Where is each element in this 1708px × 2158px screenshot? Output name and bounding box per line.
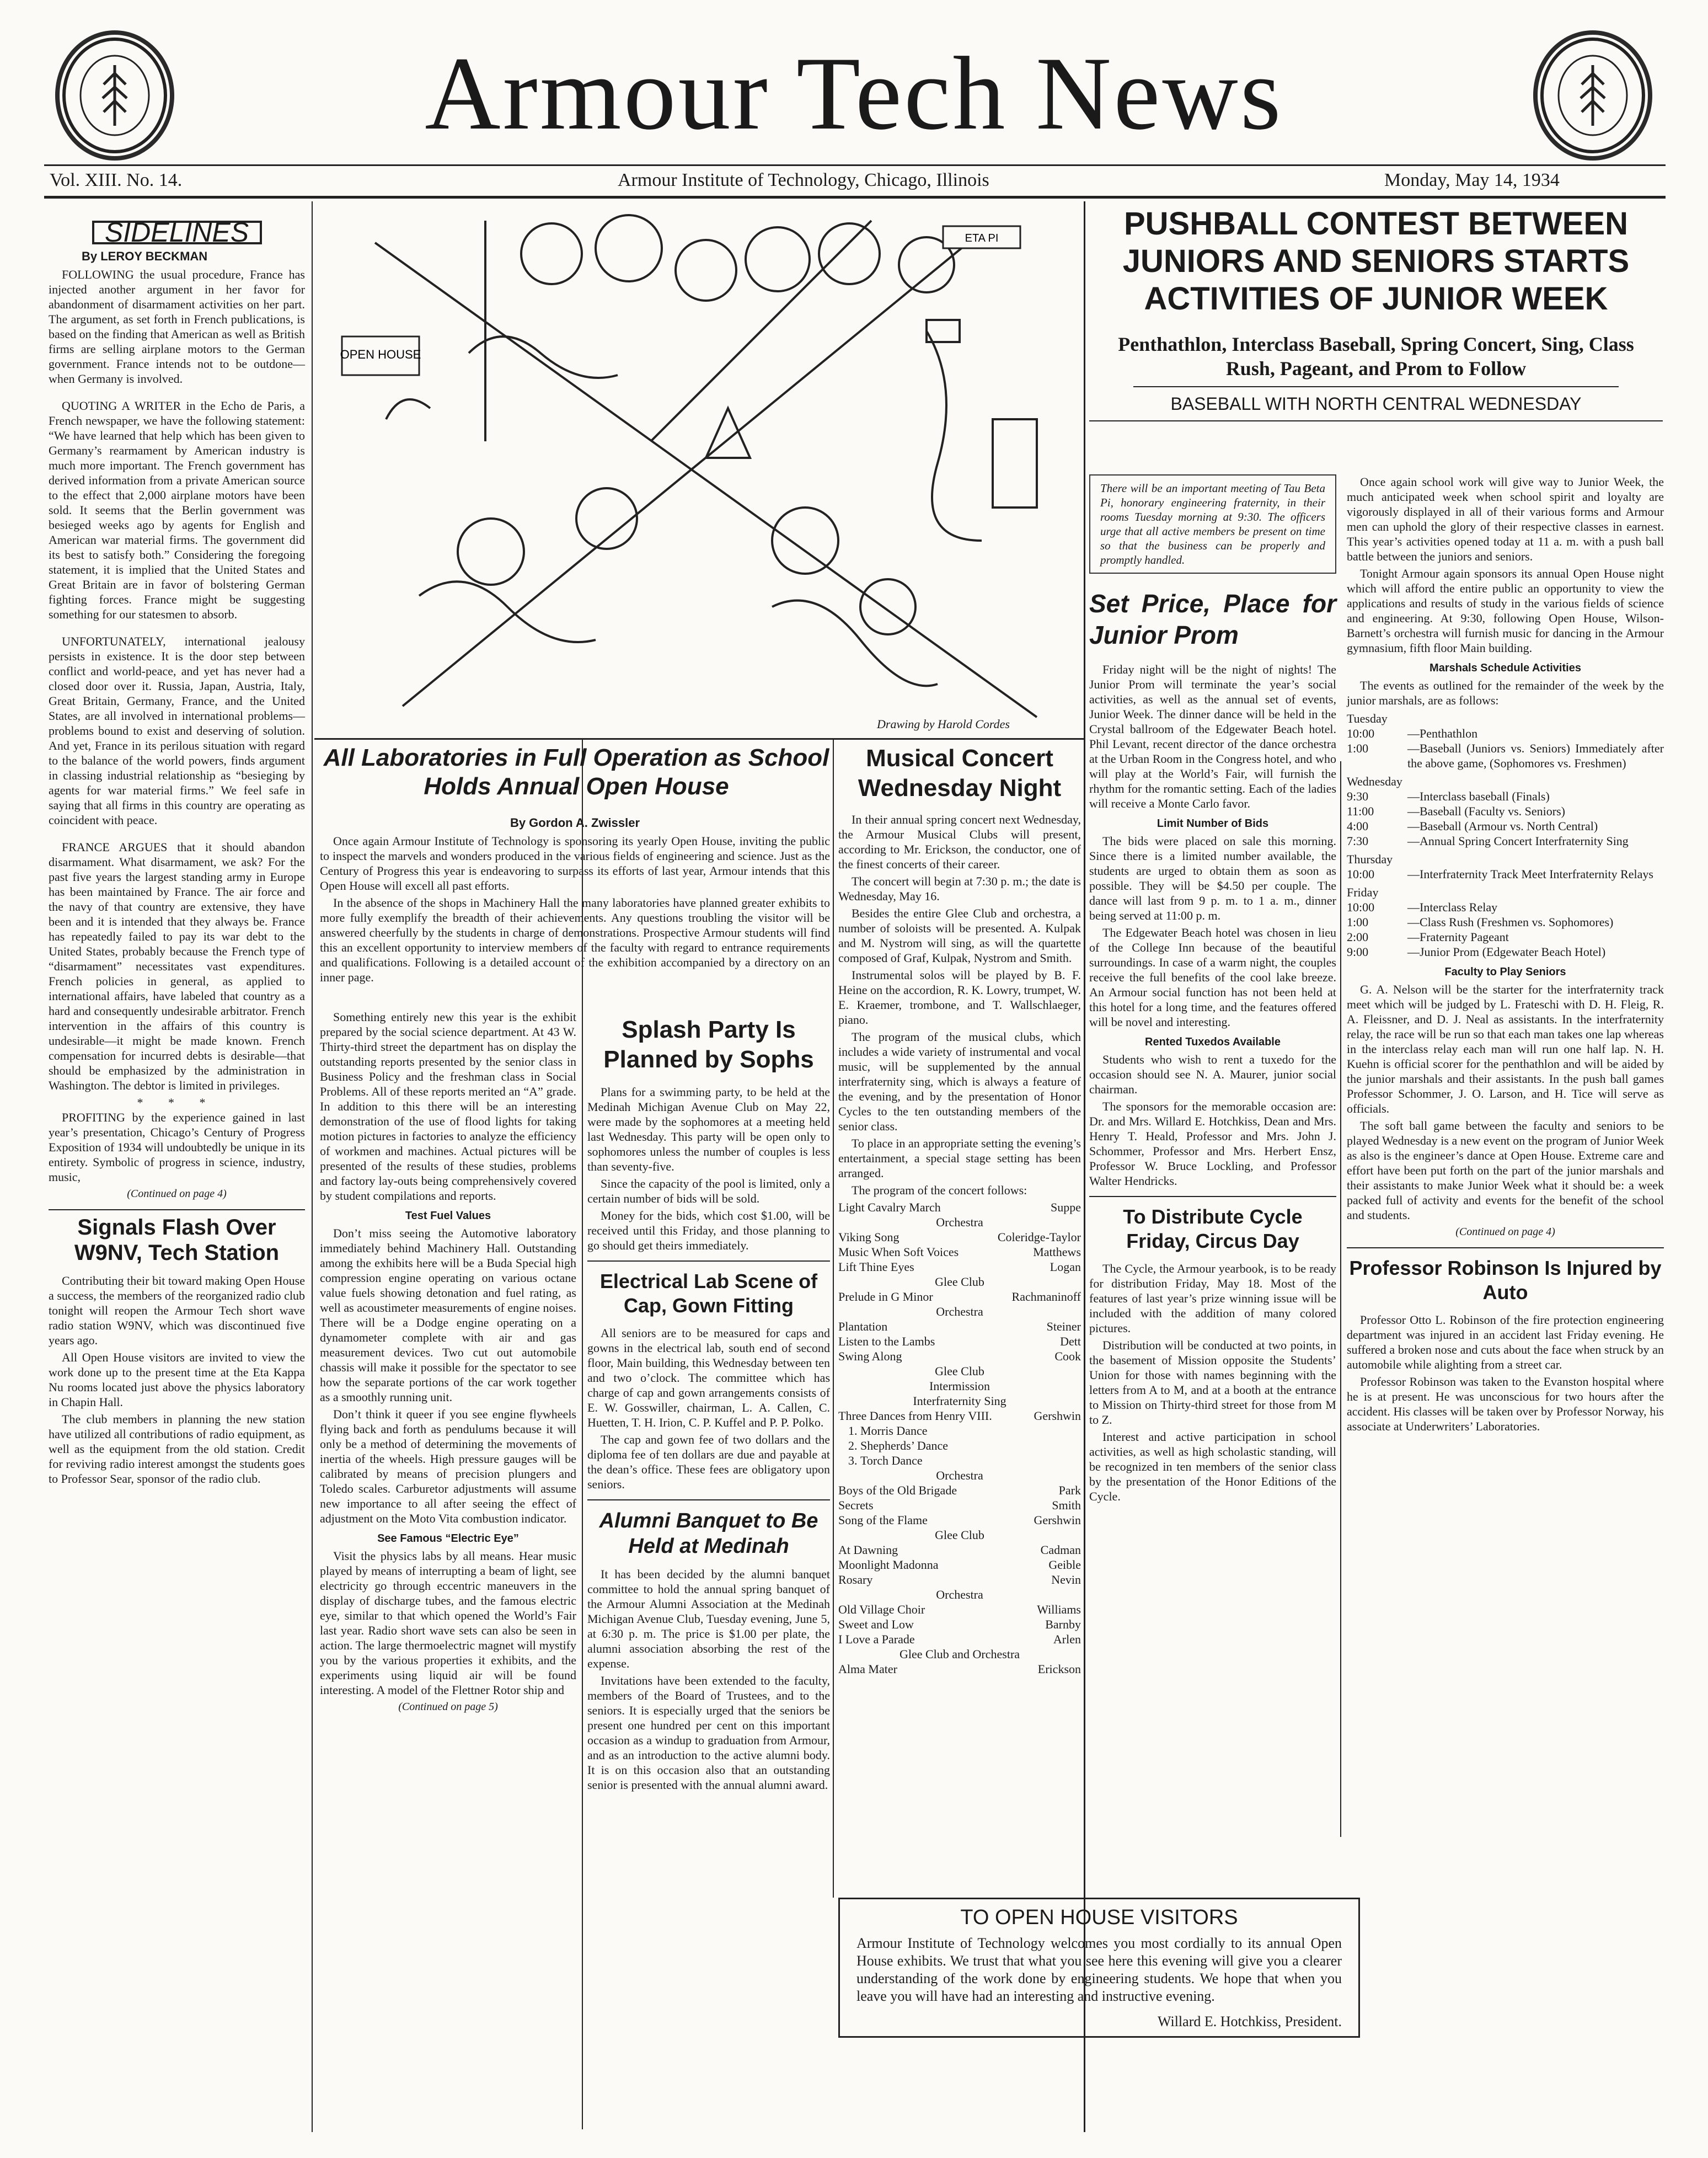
visitors-signature: Willard E. Hotchkiss, President. [1157, 2013, 1342, 2029]
robinson-paragraph: Professor Robinson was taken to the Evanston hospital where he is at present. He was unconscious for two hours after the accident. His classes will be taken over by Professor Norway, his associate at Underwriters’ Laboratories. [1347, 1375, 1664, 1433]
program-entry [838, 1602, 1081, 1617]
schedule-time: 4:00 [1347, 819, 1369, 833]
schedule-time: 10:00 [1347, 867, 1375, 881]
program-entry [838, 1259, 1081, 1274]
prom-paragraph: Students who wish to rent a tuxedo for the occasion should see N. A. Maurer, junior social chairman. [1089, 1053, 1336, 1096]
rule-under-drawing [314, 738, 1084, 740]
program-section-label: Interfraternity Sing [913, 1394, 1006, 1408]
labs-byline: By Gordon A. Zwissler [510, 816, 640, 830]
concert-article [838, 744, 1081, 1676]
program-entry [838, 1632, 1081, 1647]
dance-item: 3. Torch Dance [860, 1453, 1081, 1468]
program-piece: Secrets [838, 1498, 874, 1512]
schedule-entry [1347, 804, 1664, 819]
visitors-title: TO OPEN HOUSE VISITORS [960, 1906, 1238, 1929]
program-piece: Rosary [838, 1573, 873, 1587]
splash-headline: Splash Party Is Planned by Sophs [603, 1016, 814, 1073]
schedule-time: 7:30 [1347, 834, 1369, 848]
tau-beta-pi-notice: There will be an important meeting of Tau Beta Pi, honorary engineering fraternity, in their rooms Tuesday morning at 9:30. The officers urge that all active members be present on time so that the business can be properly and promptly handled. [1089, 474, 1336, 574]
prom-subhead: Limit Number of Bids [1156, 818, 1269, 830]
schedule-day: Thursday [1347, 852, 1393, 866]
institution-line: Armour Institute of Technology, Chicago, Illinois [618, 170, 989, 190]
schedule-day: Wednesday [1347, 774, 1402, 788]
cycle-paragraph: Interest and active participation in school activities, as well as high scholastic standing, will be recognized in ten members of the senior class by the presentation of the Honor Editions of the Cycle. [1089, 1430, 1336, 1503]
concert-paragraph: The program of the concert follows: [852, 1183, 1027, 1197]
divider [1089, 420, 1663, 421]
program-composer: Matthews [1033, 1245, 1081, 1259]
program-composer: Park [1058, 1483, 1081, 1497]
schedule-time: 10:00 [1347, 900, 1375, 914]
schedule-entry [1347, 900, 1664, 915]
continued-note: (Continued on page 4) [127, 1188, 227, 1200]
schedule-intro: The events as outlined for the remainder of the week by the junior marshals, are as follows: [1347, 679, 1664, 707]
program-entry [838, 1200, 1081, 1215]
pushball-paragraph: Tonight Armour again sponsors its annual Open House night which will afford the entire public an opportunity to view the applications and results of study in the various fields of science and engineering. At 9:30, following Open House, Wilson-Barnett’s orchestra will furnish music for dancing in the Armour gymnasium, fifth floor Main building. [1347, 567, 1664, 655]
program-composer: Steiner [1046, 1320, 1081, 1333]
pushball-header [1089, 205, 1663, 427]
program-entry [838, 1572, 1081, 1587]
schedule-day: Friday [1347, 885, 1379, 899]
prom-paragraph: The sponsors for the memorable occasion are: Dr. and Mrs. Willard E. Hotchkiss, Dean and Mrs. Henry T. Heald, Professor and Mrs. John J. Schommer, Professor and Mrs. Herbert Ensz, Professor W. Bruce Lockling, and Professor Walter Hendricks. [1089, 1099, 1336, 1188]
schedule-entry [1347, 944, 1664, 959]
program-section-label: Glee Club [935, 1275, 984, 1289]
program-piece: At Dawning [838, 1543, 898, 1557]
concert-paragraph: Instrumental solos will be played by B. F. Heine on the accordion, R. K. Lowry, trumpet, W. E. Kraemer, trombone, and T. Wallschlaeger, piano. [838, 968, 1081, 1027]
program-entry [838, 1513, 1081, 1527]
faculty-paragraph: G. A. Nelson will be the starter for the interfraternity track meet which will be judged by L. Frateschi with D. H. Fleig, R. A. Fleissner, and D. J. Neal as assistants. In the interfraternity relay, the race will be run so that each man takes one lap whereas in the interclass relay each man will run one half lap. N. H. Kuehn is official scorer for the penthathlon and will be aided by the junior marshals and their assistants. In the push ball games Professor Schommer, J. O. Larson, and H. Tice will serve as officials. [1347, 982, 1664, 1115]
column-rule [1084, 201, 1085, 2132]
schedule-list [1347, 711, 1664, 959]
concert-paragraph: The concert will begin at 7:30 p. m.; the date is Wednesday, May 16. [838, 874, 1081, 903]
cartoon-illustration [320, 210, 1070, 739]
sidelines-paragraph: FRANCE ARGUES that it should abandon disarmament. What disarmament, we ask? For the past five years the largest standing army in Europe has been maintained by France. The air force and the navy of that country are extensive, they have been and it is intended that they always be. France has repeatedly failed to pay its war debt to the United States, probably because the French type of “disarmament” necessitates vast expenditures. French policies in general, as applied to international affairs, have labeled that country as a hard and consequently undesirable arbitrator. French intervention in the affairs of this country is undesirable—it might be made known. French compensation for incurred debts is desirable—that should be emphasized by the administration in Washington. The debtor is limited in privileges. [49, 840, 305, 1092]
program-composer: Suppe [1051, 1200, 1081, 1214]
program-entry [838, 1334, 1081, 1349]
divider [49, 1209, 305, 1210]
program-composer: Gershwin [1034, 1409, 1081, 1423]
program-section-label: Glee Club and Orchestra [899, 1647, 1020, 1661]
program-composer: Williams [1037, 1603, 1081, 1616]
splash-paragraph: Plans for a swimming party, to be held at the Medinah Michigan Avenue Club on May 22, were made by the sophomores at a meeting held last Wednesday. This party will be open only to sophomores unless the number of couples is less than seventy-five. [587, 1085, 830, 1173]
visitors-notice [838, 1898, 1360, 2038]
program-section-label: Glee Club [935, 1364, 984, 1378]
program-section-label: Orchestra [936, 1588, 983, 1601]
program-piece: Song of the Flame [838, 1513, 928, 1527]
program-piece: Lift Thine Eyes [838, 1260, 914, 1274]
schedule-entry [1347, 789, 1664, 804]
cap-gown-headline: Electrical Lab Scene of Cap, Gown Fitting [599, 1270, 818, 1317]
program-section-label: Glee Club [935, 1528, 984, 1542]
program-composer: Nevin [1051, 1573, 1081, 1587]
sidelines-paragraph: PROFITING by the experience gained in last year’s presentation, Chicago’s Century of Progress Exposition of 1934 will undoubtedly be unique in its entirety. Symbolic of progress in science, industry, music, [49, 1110, 305, 1184]
prom-paragraph: The Edgewater Beach hotel was chosen in lieu of the College Inn because of the beautiful surroundings. In case of a warm night, the couples receive the full benefits of the cool lake breeze. An Armour social function has not been held at this hotel for a long time, and the features offered will be novel and interesting. [1089, 926, 1336, 1029]
labs-subhead: Test Fuel Values [405, 1210, 491, 1222]
schedule-entry [1347, 930, 1664, 944]
schedule-time: 1:00 [1347, 915, 1369, 929]
schedule-time: 1:00 [1347, 741, 1369, 755]
robinson-headline: Professor Robinson Is Injured by Auto [1349, 1257, 1662, 1304]
program-composer: Erickson [1037, 1662, 1081, 1676]
schedule-entry [1347, 819, 1664, 834]
rule-dateline [44, 196, 1666, 199]
schedule-entry [1347, 834, 1664, 848]
sidelines-paragraph: QUOTING A WRITER in the Echo de Paris, a French newspaper, we have the following statement: “We have learned that help which has been given to Germany’s rearmament by American industry is much more important. The French government has derived information from a private American source to the effect that 2,000 airplane motors have been sold. It seems that the Berlin government was besieged weeks ago by agents for English and American war material firms. The government did its best to satisfy both.” Considering the foregoing statement, it is implied that the United States and Great Britain are in favor of bolstering German fighting forces. France might be suggesting something for our statesmen to absorb. [49, 399, 305, 621]
alumni-headline: Alumni Banquet to Be Held at Medinah [599, 1509, 818, 1558]
signals-paragraph: Contributing their bit toward making Open House a success, the members of the reorganized radio club tonight will reopen the Armour Tech short wave radio station W9NV, which was discontinued five years ago. [49, 1274, 305, 1347]
schedule-entry [1347, 867, 1664, 882]
schedule-time: 9:00 [1347, 945, 1369, 959]
program-piece: Light Cavalry March [838, 1200, 941, 1214]
sidelines-column [49, 217, 305, 1488]
labs-headline: All Laboratories in Full Operation as School Holds Annual Open House [323, 744, 829, 800]
divider [1089, 1196, 1336, 1197]
sidelines-title: SIDELINES [92, 221, 262, 244]
labs-paragraph: Don’t think it queer if you see engine flywheels flying back and forth as pendulums because it will only be a method of determining the movements of inertia of the wheels. High pressure gauges will be calibrated by means of precision plungers and Toledo scales. Carburetor adjustments will assume new importance to all after seeing the effect of adjustment on the Moto Vita combustion indicator. [320, 1407, 576, 1525]
continued-note: (Continued on page 4) [1455, 1226, 1555, 1238]
program-entry [838, 1483, 1081, 1498]
continued-note: (Continued on page 5) [398, 1701, 498, 1713]
program-piece: Boys of the Old Brigade [838, 1483, 957, 1497]
splash-article [587, 1015, 830, 1794]
program-entry [838, 1244, 1081, 1259]
splash-paragraph: Since the capacity of the pool is limited, only a certain number of bids will be sold. [587, 1177, 830, 1205]
program-composer: Coleridge-Taylor [997, 1230, 1081, 1244]
program-section-label: Orchestra [936, 1305, 983, 1318]
prom-column [1089, 474, 1336, 1506]
program-composer: Smith [1052, 1498, 1081, 1512]
pushball-headline: PUSHBALL CONTEST BETWEEN JUNIORS AND SENIORS STARTS ACTIVITIES OF JUNIOR WEEK [1122, 206, 1630, 317]
concert-paragraph: In their annual spring concert next Wednesday, the Armour Musical Clubs will present, according to Mr. Erickson, the conductor, one of the finest concerts of their career. [838, 813, 1081, 871]
column-rule [1340, 761, 1341, 1837]
concert-headline: Musical Concert Wednesday Night [858, 745, 1062, 802]
program-composer: Barnby [1045, 1617, 1081, 1631]
schedule-event: —Penthathlon [1407, 727, 1478, 740]
schedule-event: —Interclass Relay [1407, 900, 1498, 914]
prom-subhead: Rented Tuxedos Available [1145, 1036, 1281, 1048]
program-section-label: Orchestra [936, 1468, 983, 1482]
program-composer: Cook [1054, 1349, 1081, 1363]
program-piece: Swing Along [838, 1349, 902, 1363]
pushball-subdeck: BASEBALL WITH NORTH CENTRAL WEDNESDAY [1170, 394, 1582, 414]
program-entry [838, 1557, 1081, 1572]
program-composer: Gershwin [1034, 1513, 1081, 1527]
eta-pi-sign: ETA PI [965, 232, 999, 244]
faculty-subhead: Faculty to Play Seniors [1444, 966, 1566, 978]
program-entry [838, 1617, 1081, 1632]
newspaper-title: Armour Tech News [425, 36, 1283, 152]
schedule-event: —Interclass baseball (Finals) [1407, 789, 1550, 803]
column-rule [833, 739, 834, 1898]
program-piece: Three Dances from Henry VIII. [838, 1409, 992, 1423]
program-piece: Listen to the Lambs [838, 1334, 935, 1348]
sidelines-byline: By LEROY BECKMAN [82, 249, 208, 263]
program-piece: Moonlight Madonna [838, 1558, 939, 1572]
program-piece: Plantation [838, 1320, 888, 1333]
pushball-column [1347, 474, 1664, 1436]
faculty-paragraph: The soft ball game between the faculty and seniors to be played Wednesday is a new event on the program of Junior Week as also is the engineer’s dance at Open House. Extreme care and effort have been put forth on the part of the junior marshals and their assistants to make Junior Week what it should be: a week packed full of activity and events for the benefit of the school and students. [1347, 1119, 1664, 1222]
drawing-caption: Drawing by Harold Cordes [877, 717, 1010, 731]
program-piece: Music When Soft Voices [838, 1245, 959, 1259]
open-house-sign: OPEN HOUSE [340, 348, 421, 361]
schedule-entry [1347, 726, 1664, 741]
program-entry [838, 1349, 1081, 1364]
schedule-event: —Junior Prom (Edgewater Beach Hotel) [1407, 945, 1606, 959]
cycle-headline: To Distribute Cycle Friday, Circus Day [1123, 1205, 1303, 1252]
schedule-entry [1347, 741, 1664, 771]
schedule-event: —Interfraternity Track Meet Interfraternity Relays [1407, 867, 1653, 881]
issue-date: Monday, May 14, 1934 [1384, 170, 1560, 190]
prom-headline: Set Price, Place for Junior Prom [1089, 589, 1336, 649]
cycle-paragraph: The Cycle, the Armour yearbook, is to be ready for distribution Friday, May 18. Most of the features of last year’s prize winning issue will be included with the addition of many colored pictures. [1089, 1262, 1336, 1335]
program-composer: Cadman [1040, 1543, 1081, 1557]
seal-logo-right [1533, 30, 1652, 161]
concert-program [838, 1200, 1081, 1423]
schedule-event: —Annual Spring Concert Interfraternity Sing [1407, 834, 1629, 848]
visitors-text: Armour Institute of Technology welcomes you most cordially to its annual Open House exhibits. We trust that what you see here this evening will give you a clearer understanding of the work done by engineering students. We hope that when you leave you will have had an interesting and instructive evening. [856, 1935, 1342, 2004]
masthead [0, 0, 1708, 165]
divider [587, 1260, 830, 1262]
program-entry [838, 1408, 1081, 1423]
schedule-time: 2:00 [1347, 930, 1369, 944]
volume-number: Vol. XIII. No. 14. [50, 170, 183, 190]
labs-paragraph: In the absence of the shops in Machinery Hall the many laboratories have planned greater exhibits to more fully exemplify the breadth of their achievements. Any questions troubling the visitor will be answered cheerfully by the students in charge of demonstrations. Prospective Armour students will find this an excellent opportunity to interview members of the faculty with regard to entrance requirements and qualifications. Following is a detailed account of the exhibition accompanied by a directory on an inner page. [320, 896, 830, 984]
signals-paragraph: The club members in planning the new station have utilized all contributions of radio equipment, as well as the equipment from the old station. Credit for reviving radio interest amongst the students goes to Professor Sear, sponsor of the radio club. [49, 1412, 305, 1486]
schedule-event: —Class Rush (Freshmen vs. Sophomores) [1407, 915, 1614, 929]
cycle-paragraph: Distribution will be conducted at two points, in the basement of Mission opposite the Students’ Union for those with names beginning with the letters from A to M, and at a booth at the entrance to Mission on Thirty-third street for those from M to Z. [1089, 1338, 1336, 1427]
dances-list [838, 1423, 1081, 1468]
splash-paragraph: Money for the bids, which cost $1.00, will be received until this Friday, and those planning to go should get theirs immediately. [587, 1209, 830, 1252]
section-stars: * * * [137, 1096, 217, 1109]
program-entry [838, 1230, 1081, 1244]
program-piece: Prelude in G Minor [838, 1290, 933, 1304]
program-piece: Sweet and Low [838, 1617, 914, 1631]
program-composer: Arlen [1053, 1632, 1081, 1646]
pushball-deck: Penthathlon, Interclass Baseball, Spring Concert, Sing, Class Rush, Pageant, and Prom to Follow [1118, 333, 1634, 380]
prom-paragraph: Friday night will be the night of nights! The Junior Prom will terminate the year’s social activities, as well as the annual set of events, Junior Week. The dinner dance will be held in the Crystal ballroom of the Edgewater Beach hotel. Phil Levant, recent director of the dance orchestra at the Urban Room in the Congress hotel, and who will play at the World’s Fair, will furnish the rhythm for the romantic setting. Each of the ladies will receive a Monte Carlo favor. [1089, 663, 1336, 810]
open-house-drawing [320, 210, 1070, 739]
program-entry [838, 1319, 1081, 1334]
program-composer: Rachmaninoff [1011, 1290, 1081, 1304]
program-composer: Geible [1048, 1558, 1081, 1572]
dance-item: 1. Morris Dance [860, 1423, 1081, 1438]
divider [587, 1499, 830, 1500]
divider [1133, 386, 1619, 387]
pushball-paragraph: Once again school work will give way to Junior Week, the much anticipated week when school spirit and loyalty are vigorously displayed in all of their various forms and Armour men can uphold the glory of their respective classes in earnest. This year’s activities opened today at 11 a. m. with a push ball battle between the juniors and seniors. [1347, 475, 1664, 563]
concert-program [838, 1468, 1081, 1676]
schedule-time: 9:30 [1347, 789, 1369, 803]
schedule-event: —Fraternity Pageant [1407, 930, 1509, 944]
program-composer: Dett [1060, 1334, 1081, 1348]
dance-item: 2. Shepherds’ Dance [860, 1438, 1081, 1453]
program-piece: Old Village Choir [838, 1603, 925, 1616]
labs-paragraph: Once again Armour Institute of Technology is sponsoring its yearly Open House, inviting the public to inspect the marvels and wonders produced in the various fields of engineering and science. Just as the Century of Progress this year is endeavoring to surpass its efforts of last year, Armour intends that this Open House will excell all past efforts. [320, 834, 830, 893]
concert-paragraph: The program of the musical clubs, which includes a wide variety of instrumental and vocal music, will be supplemented by the annual interfraternity sing, which is always a feature of the evening, and by the presentation of Honor Cycles to the ten outstanding members of the senior class. [838, 1030, 1081, 1133]
schedule-day: Tuesday [1347, 712, 1388, 725]
labs-paragraph: Don’t miss seeing the Automotive laboratory immediately behind Machinery Hall. Outstanding among the exhibits here will be a Buda Special high compression engine operating on various octane value fuels showing detonation and fuel rating, as well as acoustimeter measurements of engine noises. There will be a Dodge engine operating on a dynamometer complete with air and gas measurement devices. Two cut out automobile chassis will make it possible for the spectator to see how the separate portions of the car work together as a smoothly running unit. [320, 1226, 576, 1404]
prom-paragraph: The bids were placed on sale this morning. Since there is a limited number available, the students are urged to obtain them as soon as possible. They will be $4.50 per couple. The dance will last from 9 p. m. to 1 a. m., dinner being served at 11:00 p. m. [1089, 834, 1336, 922]
divider [1347, 1247, 1664, 1248]
program-piece: Viking Song [838, 1230, 899, 1244]
schedule-event: —Baseball (Juniors vs. Seniors) Immediately after the above game, (Sophomores vs. Freshmen) [1407, 741, 1664, 770]
schedule-time: 11:00 [1347, 804, 1374, 818]
sidelines-paragraph: UNFORTUNATELY, international jealousy persists in existence. It is the door step between conflict and world-peace, and yet has never had a closed door over it. Russia, Japan, Austria, Italy, Great Britain, Germany, France, and the United States, are all involved in international problems—problems bound to exist and deserving of solution. And yet, France in its perilous situation with regard to the balance of the world powers, finds argument in classing industrial relationship as “besieging by agents for war material firms.” We feel safe in saying that all firms in this country are operating as coincident with peace. [49, 634, 305, 827]
signals-paragraph: All Open House visitors are invited to view the work done up to the present time at the Eta Kappa Nu rooms located just above the physics laboratory in Chapin Hall. [49, 1350, 305, 1409]
program-piece: I Love a Parade [838, 1632, 915, 1646]
alumni-paragraph: Invitations have been extended to the faculty, members of the Board of Trustees, and to the seniors. It is especially urged that the seniors be present one hundred per cent on this important occasion as a windup to graduation from Armour, and as an introduction to the active alumni body. It is on this occasion also that an outstanding senior is presented with the annual alumni award. [587, 1674, 830, 1792]
program-entry [838, 1289, 1081, 1304]
labs-column [320, 1009, 576, 1714]
program-composer: Logan [1050, 1260, 1081, 1274]
labs-subhead: See Famous “Electric Eye” [377, 1532, 519, 1545]
program-entry [838, 1662, 1081, 1676]
schedule-entry [1347, 915, 1664, 930]
dateline [0, 165, 1708, 199]
schedule-subhead: Marshals Schedule Activities [1429, 662, 1581, 674]
schedule-event: —Baseball (Faculty vs. Seniors) [1407, 804, 1565, 818]
robinson-paragraph: Professor Otto L. Robinson of the fire protection engineering department was injured in an accident last Friday evening. He suffered a broken nose and cuts about the face when struck by an automobile while alighting from a street car. [1347, 1313, 1664, 1371]
cap-gown-paragraph: All seniors are to be measured for caps and gowns in the electrical lab, south end of second floor, Main building, this Wednesday between ten and two o’clock. The committee which has charge of cap and gown arrangements consists of E. W. Gosswiller, chairman, L. A. Callen, C. Huetten, T. H. Irion, C. P. Kuffel and P. P. Polko. [587, 1326, 830, 1429]
program-section-label: Intermission [929, 1379, 990, 1393]
program-section-label: Orchestra [936, 1215, 983, 1229]
cap-gown-paragraph: The cap and gown fee of two dollars and the diploma fee of ten dollars are due and payable at the dean’s office. These fees are obligatory upon seniors. [587, 1433, 830, 1491]
program-piece: Alma Mater [838, 1662, 897, 1676]
column-rule [312, 201, 313, 2132]
alumni-paragraph: It has been decided by the alumni banquet committee to hold the annual spring banquet of the Armour Alumni Association at the Medinah Michigan Avenue Club, Tuesday evening, June 5, at 6:30 p. m. The price is $1.00 per plate, the alumni association absorbing the rest of the expense. [587, 1567, 830, 1670]
concert-paragraph: To place in an appropriate setting the evening’s entertainment, a special stage setting has been arranged. [838, 1136, 1081, 1180]
labs-paragraph: Visit the physics labs by all means. Hear music played by means of interrupting a beam of light, see electricity go through eccentric maneuvers in the display of discharge tubes, and the famous electric eye, similar to that which opened the World’s Fair last year. Radio short wave sets can also be seen in action. The large thermoelectric magnet will mystify you by the various properties it exhibits, and the experiments using liquid air will be found interesting. A model of the Flettner Rotor ship and [320, 1549, 576, 1697]
concert-paragraph: Besides the entire Glee Club and orchestra, a number of soloists will be presented. A. Kulpak and M. Nystrom will sing, as will the quartette composed of Graf, Kulpak, Nystrom and Smith. [838, 906, 1081, 965]
labs-intro [320, 811, 830, 987]
labs-paragraph: Something entirely new this year is the exhibit prepared by the social science department. At 43 W. Thirty-third street the department has on display the outstanding reports presented by the senior class in Business Policy and the freshman class in Social Problems. All of these reports merited an “A” grade. In addition to this there will be an interesting demonstration of the use of flood lights for taking motion pictures in factories to analyze the efficiency of workmen and machines. Actual pictures will be presented of the results of these studies, problems and factory lay-outs being comprehensively covered by student compilations and reports. [320, 1010, 576, 1203]
program-entry [838, 1498, 1081, 1513]
schedule-event: —Baseball (Armour vs. North Central) [1407, 819, 1598, 833]
sidelines-paragraph: FOLLOWING the usual procedure, France has injected another argument in her favor for abandonment of disarmament activities on her part. The argument, as set forth in French publications, is based on the finding that American as well as British firms are selling airplane motors to the German government. France intends not to be outdone—when Germany is involved. [49, 268, 305, 386]
seal-logo-left [55, 30, 174, 161]
schedule-time: 10:00 [1347, 727, 1375, 740]
signals-headline: Signals Flash Over W9NV, Tech Station [74, 1215, 280, 1265]
program-entry [838, 1542, 1081, 1557]
